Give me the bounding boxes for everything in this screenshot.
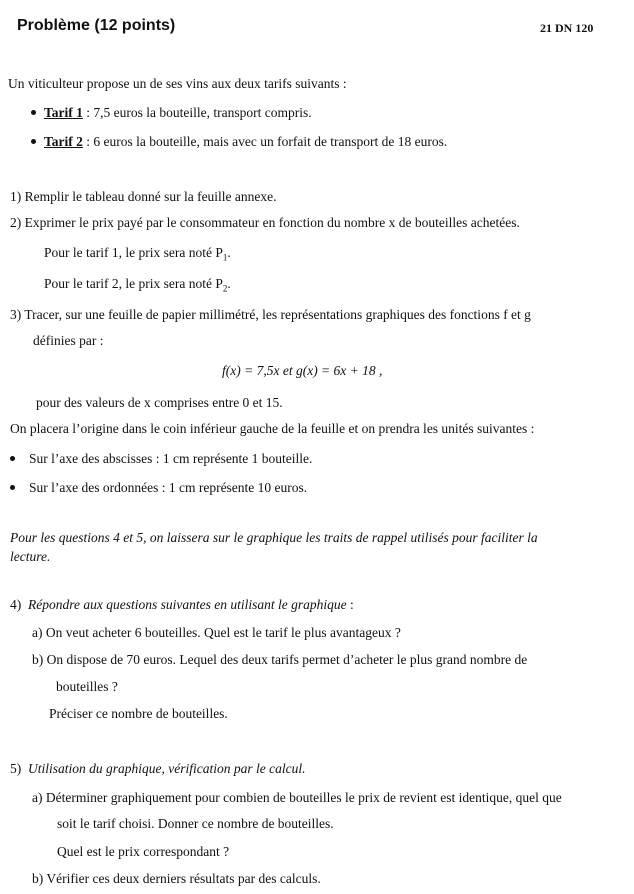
note-line-2: lecture. [10, 549, 51, 564]
problem-title: Problème (12 points) [17, 17, 176, 34]
bullet-icon [10, 485, 15, 490]
bullet-icon [10, 456, 15, 461]
question-3: 3) Tracer, sur une feuille de papier millimétré, les représentations graphiques des fonctions f et g [10, 307, 531, 322]
question-5a-price: Quel est le prix correspondant ? [57, 844, 230, 859]
question-4: 4) Répondre aux questions suivantes en utilisant le graphique : [10, 597, 354, 612]
question-5: 5) Utilisation du graphique, vérification par le calcul. [10, 761, 306, 776]
question-3-origin: On placera l’origine dans le coin inférieur gauche de la feuille et on prendra les unités suivantes : [10, 421, 535, 436]
intro-text: Un viticulteur propose un de ses vins aux deux tarifs suivants : [8, 76, 347, 91]
question-3-range: pour des valeurs de x comprises entre 0 et 15. [36, 395, 283, 410]
question-3-cont: définies par : [33, 333, 104, 348]
question-4b-precise: Préciser ce nombre de bouteilles. [49, 706, 228, 721]
tarif-1-text: : 7,5 euros la bouteille, transport compris. [82, 105, 312, 120]
tarif-1-item [31, 104, 312, 122]
question-1: 1) Remplir le tableau donné sur la feuille annexe. [10, 189, 277, 204]
tarif-2-item [31, 133, 447, 151]
exam-code: 21 DN 120 [540, 21, 594, 35]
question-2: 2) Exprimer le prix payé par le consommateur en fonction du nombre x de bouteilles achetées. [10, 215, 520, 230]
tarif-1-label: Tarif 1 [44, 105, 83, 120]
tarif-2-label: Tarif 2 [44, 134, 83, 149]
question-2-p2: Pour le tarif 2, le prix sera noté $P_2$. [44, 276, 231, 294]
note-line-1: Pour les questions 4 et 5, on laissera sur le graphique les traits de rappel utilisés pour faciliter la [10, 530, 538, 545]
question-4b-cont: bouteilles ? [56, 679, 118, 694]
function-formula: f(x) = 7,5x et g(x) = 6x + 18 , [222, 363, 383, 378]
question-4a: a) On veut acheter 6 bouteilles. Quel est le tarif le plus avantageux ? [32, 625, 401, 640]
question-5a: a) Déterminer graphiquement pour combien de bouteilles le prix de revient est identique, quel que [32, 790, 562, 805]
bullet-icon [31, 139, 36, 144]
axis-x-item: Sur l’axe des abscisses : 1 cm représente 1 bouteille. [10, 450, 312, 468]
bullet-icon [31, 110, 36, 115]
question-5a-cont: soit le tarif choisi. Donner ce nombre de bouteilles. [57, 816, 334, 831]
question-2-p1: Pour le tarif 1, le prix sera noté $P_1$. [44, 245, 231, 263]
tarif-2-text: : 6 euros la bouteille, mais avec un forfait de transport de 18 euros. [82, 134, 448, 149]
axis-y-item: Sur l’axe des ordonnées : 1 cm représente 10 euros. [10, 479, 307, 497]
question-4b: b) On dispose de 70 euros. Lequel des deux tarifs permet d’acheter le plus grand nombre de [32, 652, 528, 667]
question-5b: b) Vérifier ces deux derniers résultats par des calculs. [32, 871, 321, 886]
